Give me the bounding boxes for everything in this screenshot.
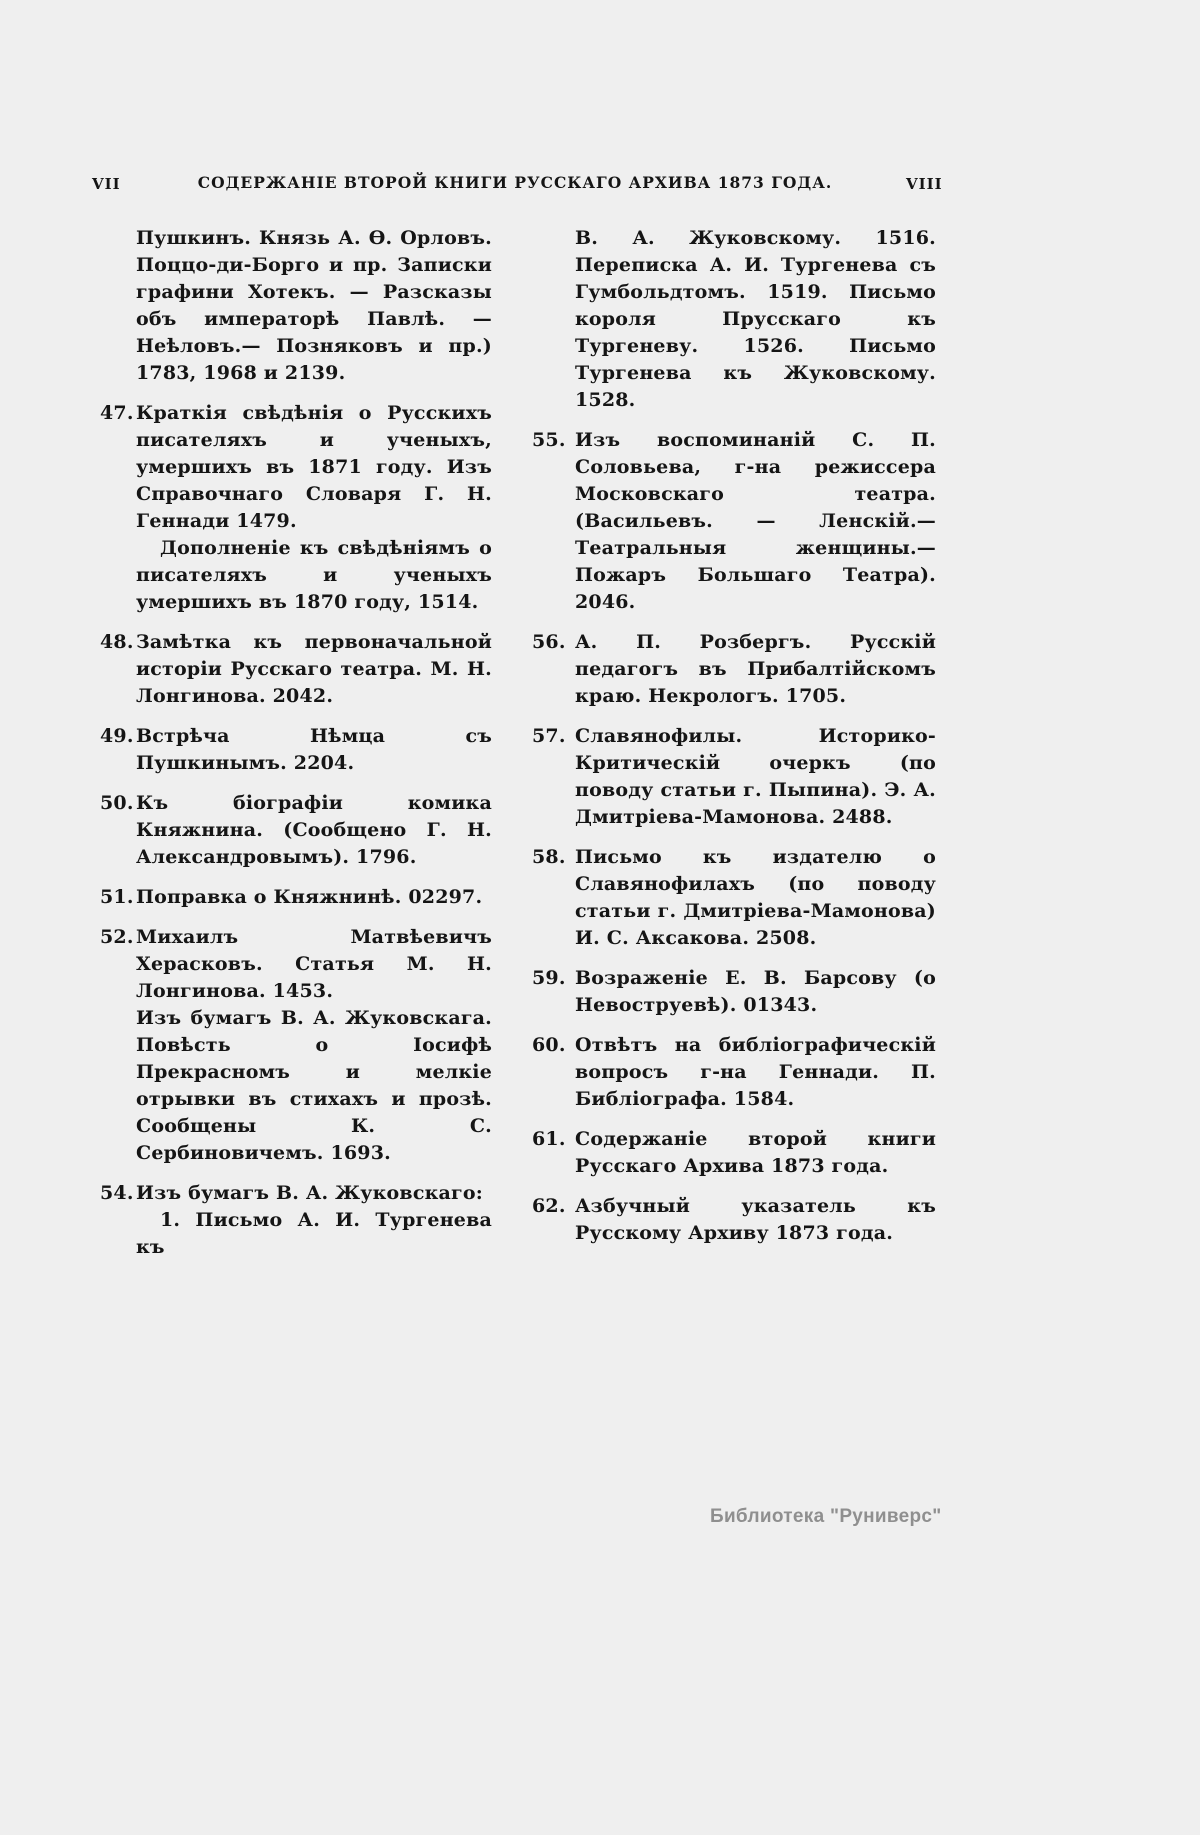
toc-entry-55 [532,427,936,616]
entry-text: Встрѣча Нѣмца съ Пушкинымъ. 2204. [136,725,492,774]
entry-number: 48. [100,631,134,653]
toc-entry-52 [100,924,492,1167]
entry-number: 60. [532,1034,566,1056]
entry-text: Отвѣтъ на библіографическій вопросъ г-на Геннади. П. Библіографа. 1584. [575,1034,936,1110]
entry-text: Къ біографіи комика Княжнина. (Сообщено Г. Н. Александровымъ). 1796. [136,792,492,868]
folio-left: VII [92,175,121,193]
entry-text: Пушкинъ. Князь А. Ѳ. Орловъ. Поццо-ди-Борго и пр. Записки графини Хотекъ. — Разсказы объ императорѣ Павлѣ. — Неѣловъ.— Позняковъ и пр.) 1783, 1968 и 2139. [136,227,492,384]
library-watermark: Библиотека "Руниверс" [710,1506,942,1527]
toc-entry-51 [100,884,492,911]
entry-text: А. П. Розбергъ. Русскій педагогъ въ Прибалтійскомъ краю. Некрологъ. 1705. [575,631,936,707]
entry-text: Поправка о Княжнинѣ. 02297. [136,886,483,908]
entry-number: 50. [100,792,134,814]
entry-number: 47. [100,402,134,424]
toc-entry-48 [100,629,492,710]
entry-text-2: 1. Письмо А. И. Тургенева къ [136,1209,492,1258]
entry-text: В. А. Жуковскому. 1516. Переписка А. И. Тургенева съ Гумбольдтомъ. 1519. Письмо короля Прусскаго къ Тургеневу. 1526. Письмо Тургенева къ Жуковскому. 1528. [575,227,936,411]
entry-text: Замѣтка къ первоначальной исторіи Русскаго театра. М. Н. Лонгинова. 2042. [136,631,492,707]
entry-text: Михаилъ Матвѣевичъ Херасковъ. Статья М. Н. Лонгинова. 1453. [136,926,492,1002]
entry-number: 57. [532,725,566,747]
entry-text: Письмо къ издателю о Славянофилахъ (по поводу статьи г. Дмитріева-Мамонова) И. С. Аксакова. 2508. [575,846,936,949]
entry-number: 51. [100,886,134,908]
entry-number: 59. [532,967,566,989]
entry-number: 52. [100,926,134,948]
entry-number: 58. [532,846,566,868]
toc-entry-58 [532,844,936,952]
toc-entry-60 [532,1032,936,1113]
entry-text: Славянофилы. Историко-Критическій очеркъ (по поводу статьи г. Пыпина). Э. А. Дмитріева-Мамонова. 2488. [575,725,936,828]
toc-column-right [532,225,936,1260]
entry-number: 49. [100,725,134,747]
toc-entry-continuation [100,225,492,387]
entry-text: Азбучный указатель къ Русскому Архиву 1873 года. [575,1195,936,1244]
toc-entry-50 [100,790,492,871]
entry-number: 55. [532,429,566,451]
entry-text-2: Дополненіе къ свѣдѣніямъ о писателяхъ и ученыхъ умершихъ въ 1870 году, 1514. [136,537,492,613]
entry-number: 62. [532,1195,566,1217]
entry-text: Содержаніе второй книги Русскаго Архива 1873 года. [575,1128,936,1177]
entry-number: 54. [100,1182,134,1204]
entry-text: Изъ бумагъ В. А. Жуковскаго: [136,1182,483,1204]
entry-text: Изъ воспоминаній С. П. Соловьева, г-на режиссера Московскаго театра. (Васильевъ. — Ленскій.— Театральныя женщины.—Пожаръ Большаго Театра). 2046. [575,429,936,613]
entry-text: Возраженіе Е. В. Барсову (о Невоструевѣ). 01343. [575,967,936,1016]
toc-column-left [100,225,492,1274]
toc-entry-57 [532,723,936,831]
toc-entry-47 [100,400,492,616]
entry-number: 56. [532,631,566,653]
entry-text: Краткія свѣдѣнія о Русскихъ писателяхъ и ученыхъ, умершихъ въ 1871 году. Изъ Справочнаго Словаря Г. Н. Геннади 1479. [136,402,492,532]
folio-right: VIII [906,175,943,193]
toc-entry-56 [532,629,936,710]
toc-entry-59 [532,965,936,1019]
toc-entry-62 [532,1193,936,1247]
toc-entry-61 [532,1126,936,1180]
toc-entry-49 [100,723,492,777]
entry-text-2: Изъ бумагъ В. А. Жуковскага. Повѣсть о Іосифѣ Прекрасномъ и мелкіе отрывки въ стихахъ и прозѣ. Сообщены К. С. Сербиновичемъ. 1693. [136,1007,492,1164]
toc-entry-54 [100,1180,492,1261]
page-title: СОДЕРЖАНІЕ ВТОРОЙ КНИГИ РУССКАГО АРХИВА 1873 ГОДА. [197,173,833,192]
entry-number: 61. [532,1128,566,1150]
toc-entry-continuation [532,225,936,414]
